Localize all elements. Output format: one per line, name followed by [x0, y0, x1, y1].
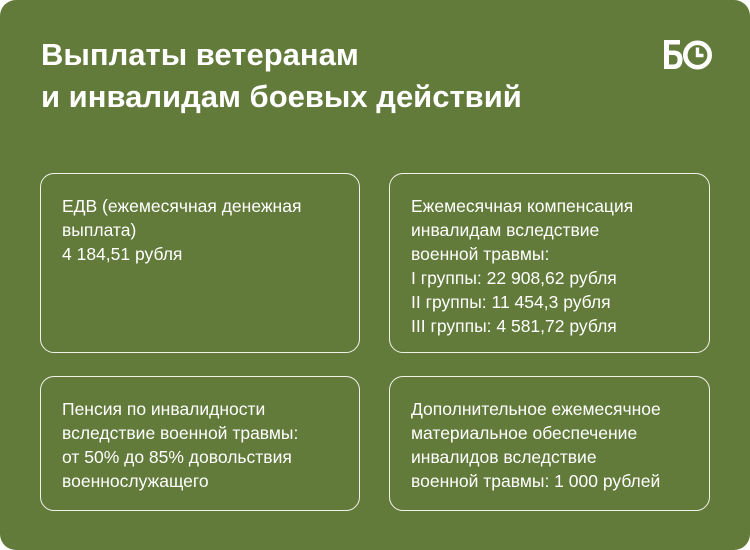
additional-line-1: Дополнительное ежемесячное [411, 399, 661, 419]
compensation-group-1: I группы: 22 908,62 рубля [411, 268, 617, 288]
pension-line-3: от 50% до 85% довольствия [62, 447, 292, 467]
additional-line-4: военной травмы: 1 000 рублей [411, 471, 661, 491]
additional-support-card [389, 376, 710, 511]
pension-card [40, 376, 360, 511]
compensation-line-3: военной травмы: [411, 244, 550, 264]
compensation-card [389, 173, 710, 353]
edv-line-2: выплата) [62, 220, 137, 240]
compensation-group-3: III группы: 4 581,72 рубля [411, 316, 617, 336]
edv-card [40, 173, 360, 353]
additional-line-3: инвалидов вследствие [411, 447, 597, 467]
clock-o-logo-icon [661, 38, 713, 72]
edv-amount: 4 184,51 рубля [62, 244, 183, 264]
additional-line-2: материальное обеспечение [411, 423, 638, 443]
pension-line-4: военнослужащего [62, 471, 209, 491]
edv-line-1: ЕДВ (ежемесячная денежная [62, 196, 302, 216]
pension-line-2: вследствие военной травмы: [62, 423, 299, 443]
compensation-line-1: Ежемесячная компенсация [411, 196, 634, 216]
title-line-1: Выплаты ветеранам [41, 37, 359, 72]
compensation-line-2: инвалидам вследствие [411, 220, 600, 240]
title-line-2: и инвалидам боевых действий [41, 79, 522, 114]
page-title [41, 34, 522, 118]
pension-line-1: Пенсия по инвалидности [62, 399, 266, 419]
compensation-group-2: II группы: 11 454,3 рубля [411, 292, 611, 312]
bo-logo [661, 38, 713, 72]
